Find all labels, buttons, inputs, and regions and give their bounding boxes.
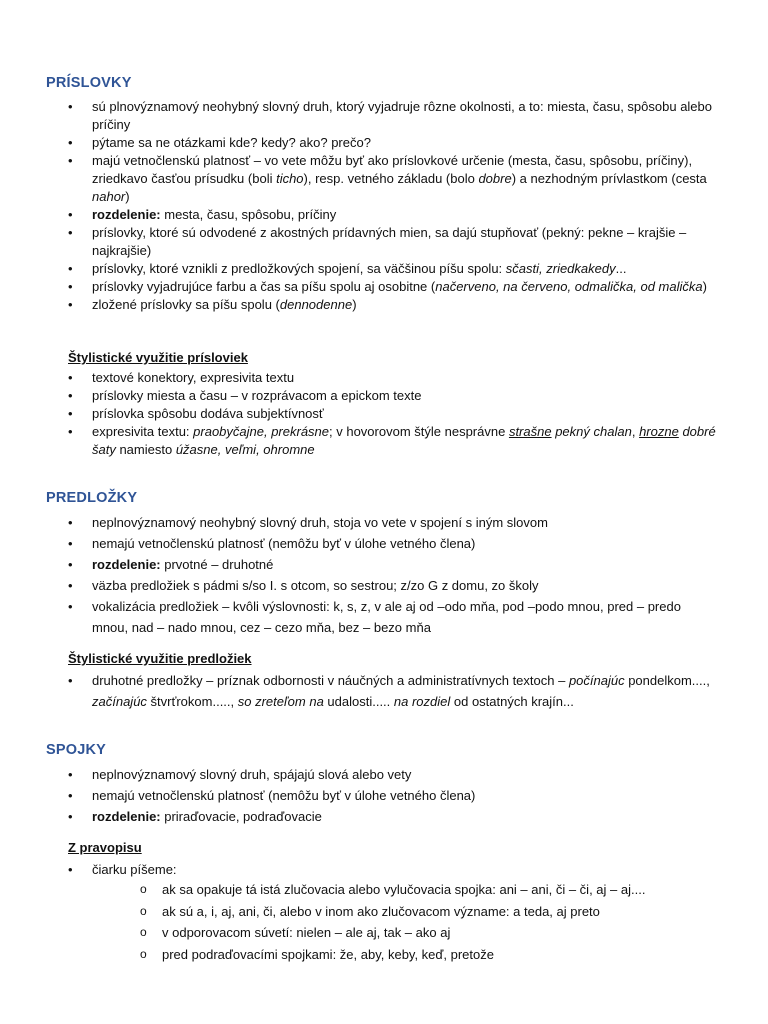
bullet-icon: • xyxy=(68,370,73,385)
item-text: priraďovacie, podraďovacie xyxy=(160,809,322,824)
heading-prislovky: PRÍSLOVKY xyxy=(46,75,132,91)
italic-text: dennodenne xyxy=(279,297,353,312)
item-text: príslovka spôsobu dodáva subjektívnosť xyxy=(92,406,324,421)
list-spojky xyxy=(0,764,768,827)
item-text: ak sa opakuje tá istá zlučovacia alebo vylučovacia spojka: ani – ani, či – či, aj – aj.... xyxy=(162,882,646,897)
underlined-italic-text: strašne xyxy=(508,424,552,439)
bullet-icon: • xyxy=(68,862,73,877)
italic-text: dobre xyxy=(478,171,512,186)
heading-spojky: SPOJKY xyxy=(46,742,107,758)
item-text: príslovky, ktoré vznikli z predložkových spojení, sa väčšinou píšu spolu: xyxy=(92,261,506,276)
item-text: ) xyxy=(702,279,707,294)
list-spojky-pravopis xyxy=(0,861,768,879)
item-text: nemajú vetnočlenskú platnosť (nemôžu byť v úlohe vetného člena) xyxy=(92,788,476,803)
item-text: čiarku píšeme: xyxy=(92,862,177,877)
list-prislovky xyxy=(0,98,768,314)
list-item xyxy=(0,423,768,459)
italic-text: pekný chalan xyxy=(555,424,632,439)
item-text: sú plnovýznamový neohybný slovný druh, ktorý vyjadruje rôzne okolnosti, a to: miesta, času, spôsobu alebo príčiny xyxy=(92,99,713,132)
bullet-icon: • xyxy=(68,424,73,439)
bullet-icon: • xyxy=(68,536,73,551)
bold-label: rozdelenie: xyxy=(92,207,161,222)
bullet-icon: • xyxy=(68,557,73,572)
italic-text: na rozdiel xyxy=(393,694,451,709)
item-text: od ostatných krajín... xyxy=(450,694,574,709)
list-item xyxy=(0,98,768,134)
item-text: ) a nezhodným prívlastkom (cesta xyxy=(511,171,707,186)
list-item xyxy=(0,387,768,405)
italic-text: dobré šaty xyxy=(92,424,716,457)
bullet-icon: • xyxy=(68,788,73,803)
item-text: pondelkom...., xyxy=(624,673,710,688)
item-text: udalosti..... xyxy=(323,694,394,709)
list-item xyxy=(0,922,768,944)
underlined-italic-text: hrozne xyxy=(639,424,679,439)
list-item xyxy=(0,596,768,638)
bullet-icon: • xyxy=(68,406,73,421)
list-predlozky-styl xyxy=(0,670,768,712)
bullet-icon: • xyxy=(68,673,73,688)
list-item xyxy=(0,785,768,806)
item-text: pred podraďovacími spojkami: že, aby, keby, keď, pretože xyxy=(162,946,494,962)
bullet-icon: • xyxy=(68,261,73,276)
list-item xyxy=(0,575,768,596)
circle-bullet-icon: o xyxy=(140,925,147,939)
bullet-icon: • xyxy=(68,99,73,114)
subheading-predlozky-styl: Štylistické využitie predložiek xyxy=(68,651,252,666)
list-prislovky-styl xyxy=(0,369,768,459)
heading-predlozky: PREDLOŽKY xyxy=(46,490,138,506)
subheading-spojky-pravopis: Z pravopisu xyxy=(68,840,142,855)
bullet-icon: • xyxy=(68,388,73,403)
item-text: príslovky vyjadrujúce farbu a čas sa píšu spolu aj osobitne ( xyxy=(92,279,436,294)
italic-text: sčasti, zriedkakedy xyxy=(505,261,616,276)
bullet-icon: • xyxy=(68,297,73,312)
item-text: príslovky, ktoré sú odvodené z akostných prídavných mien, sa dajú stupňovať (pekný: pekne – krajšie – najkrajšie) xyxy=(92,225,687,258)
item-text: namiesto xyxy=(115,442,176,457)
list-item xyxy=(0,405,768,423)
circle-bullet-icon: o xyxy=(140,882,147,896)
item-text: pýtame sa ne otázkami kde? kedy? ako? prečo? xyxy=(92,135,371,150)
item-text: ; v hovorovom štýle nesprávne xyxy=(329,424,509,439)
list-item xyxy=(0,533,768,554)
bullet-icon: • xyxy=(68,225,73,240)
list-item xyxy=(0,554,768,575)
list-item xyxy=(0,134,768,152)
item-text: ), resp. vetného základu (bolo xyxy=(303,171,479,186)
item-text: nemajú vetnočlenskú platnosť (nemôžu byť v úlohe vetného člena) xyxy=(92,536,476,551)
list-predlozky xyxy=(0,512,768,638)
subheading-prislovky-styl: Štylistické využitie prísloviek xyxy=(68,350,248,365)
list-item xyxy=(0,861,768,879)
item-text: expresivita textu: xyxy=(92,424,194,439)
item-text: druhotné predložky – príznak odbornosti v náučných a administratívnych textoch – xyxy=(92,673,569,688)
list-item xyxy=(0,296,768,314)
bullet-icon: • xyxy=(68,153,73,168)
item-text: vokalizácia predložiek – kvôli výslovnosti: k, s, z, v ale aj od –odo mňa, pod –podo mnou, pred – predo mnou, nad – nado mnou, cez – cezo mňa, bez – bezo mňa xyxy=(92,599,681,635)
list-item xyxy=(0,879,768,901)
list-item xyxy=(0,806,768,827)
item-text: väzba predložiek s pádmi s/so I. s otcom, so sestrou; z/zo G z domu, zo školy xyxy=(92,578,539,593)
item-text: textové konektory, expresivita textu xyxy=(92,370,295,385)
bullet-icon: • xyxy=(68,578,73,593)
bullet-icon: • xyxy=(68,279,73,294)
list-item xyxy=(0,764,768,785)
item-text: zložené príslovky sa píšu spolu ( xyxy=(92,297,280,312)
circle-bullet-icon: o xyxy=(140,946,147,961)
bold-label: rozdelenie: xyxy=(92,809,161,824)
list-item xyxy=(0,152,768,206)
item-text: neplnovýznamový slovný druh, spájajú slová alebo vety xyxy=(92,767,412,782)
item-text: štvrťrokom....., xyxy=(146,694,238,709)
item-text: ) xyxy=(352,297,357,312)
list-item xyxy=(0,278,768,296)
bullet-icon: • xyxy=(68,515,73,530)
list-item xyxy=(0,901,768,923)
list-item xyxy=(0,512,768,533)
italic-text: ticho xyxy=(276,171,304,186)
bullet-icon: • xyxy=(68,135,73,150)
italic-text: počínajúc xyxy=(568,673,625,688)
italic-text: nahor xyxy=(92,189,126,204)
bold-label: rozdelenie: xyxy=(92,557,161,572)
list-item xyxy=(0,260,768,278)
circle-bullet-icon: o xyxy=(140,903,147,918)
item-text: mesta, času, spôsobu, príčiny xyxy=(160,207,337,222)
item-text: majú vetnočlenskú platnosť – vo vete môžu byť ako príslovkové určenie (mesta, času, spôsobu, príčiny), zriedkavo časťou prísudku (boli xyxy=(92,153,693,186)
item-text: ak sú a, i, aj, ani, či, alebo v inom ako zlučovacom význame: a teda, aj preto xyxy=(162,903,600,919)
list-item xyxy=(0,369,768,387)
item-text: v odporovacom súvetí: nielen – ale aj, tak – ako aj xyxy=(162,925,451,940)
list-spojky-nested xyxy=(0,879,768,965)
bullet-icon: • xyxy=(68,809,73,824)
bullet-icon: • xyxy=(68,767,73,782)
list-item xyxy=(0,224,768,260)
list-item xyxy=(0,670,768,712)
item-text: neplnovýznamový neohybný slovný druh, stoja vo vete v spojení s iným slovom xyxy=(92,515,548,530)
item-text: ) xyxy=(125,189,130,204)
italic-text: úžasne, veľmi, ohromne xyxy=(175,442,315,457)
list-item xyxy=(0,944,768,966)
italic-text: začínajúc xyxy=(92,694,147,709)
item-text: , xyxy=(631,424,640,439)
item-text: prvotné – druhotné xyxy=(160,557,274,572)
italic-text: praobyčajne, prekrásne xyxy=(193,424,330,439)
list-item xyxy=(0,206,768,224)
italic-text: načerveno, na červeno, odmalička, od malička xyxy=(435,279,703,294)
italic-text: so zreteľom na xyxy=(237,694,324,709)
item-text: príslovky miesta a času – v rozprávacom a epickom texte xyxy=(92,388,422,403)
bullet-icon: • xyxy=(68,599,73,614)
bullet-icon: • xyxy=(68,207,73,222)
item-text: ... xyxy=(615,261,627,276)
